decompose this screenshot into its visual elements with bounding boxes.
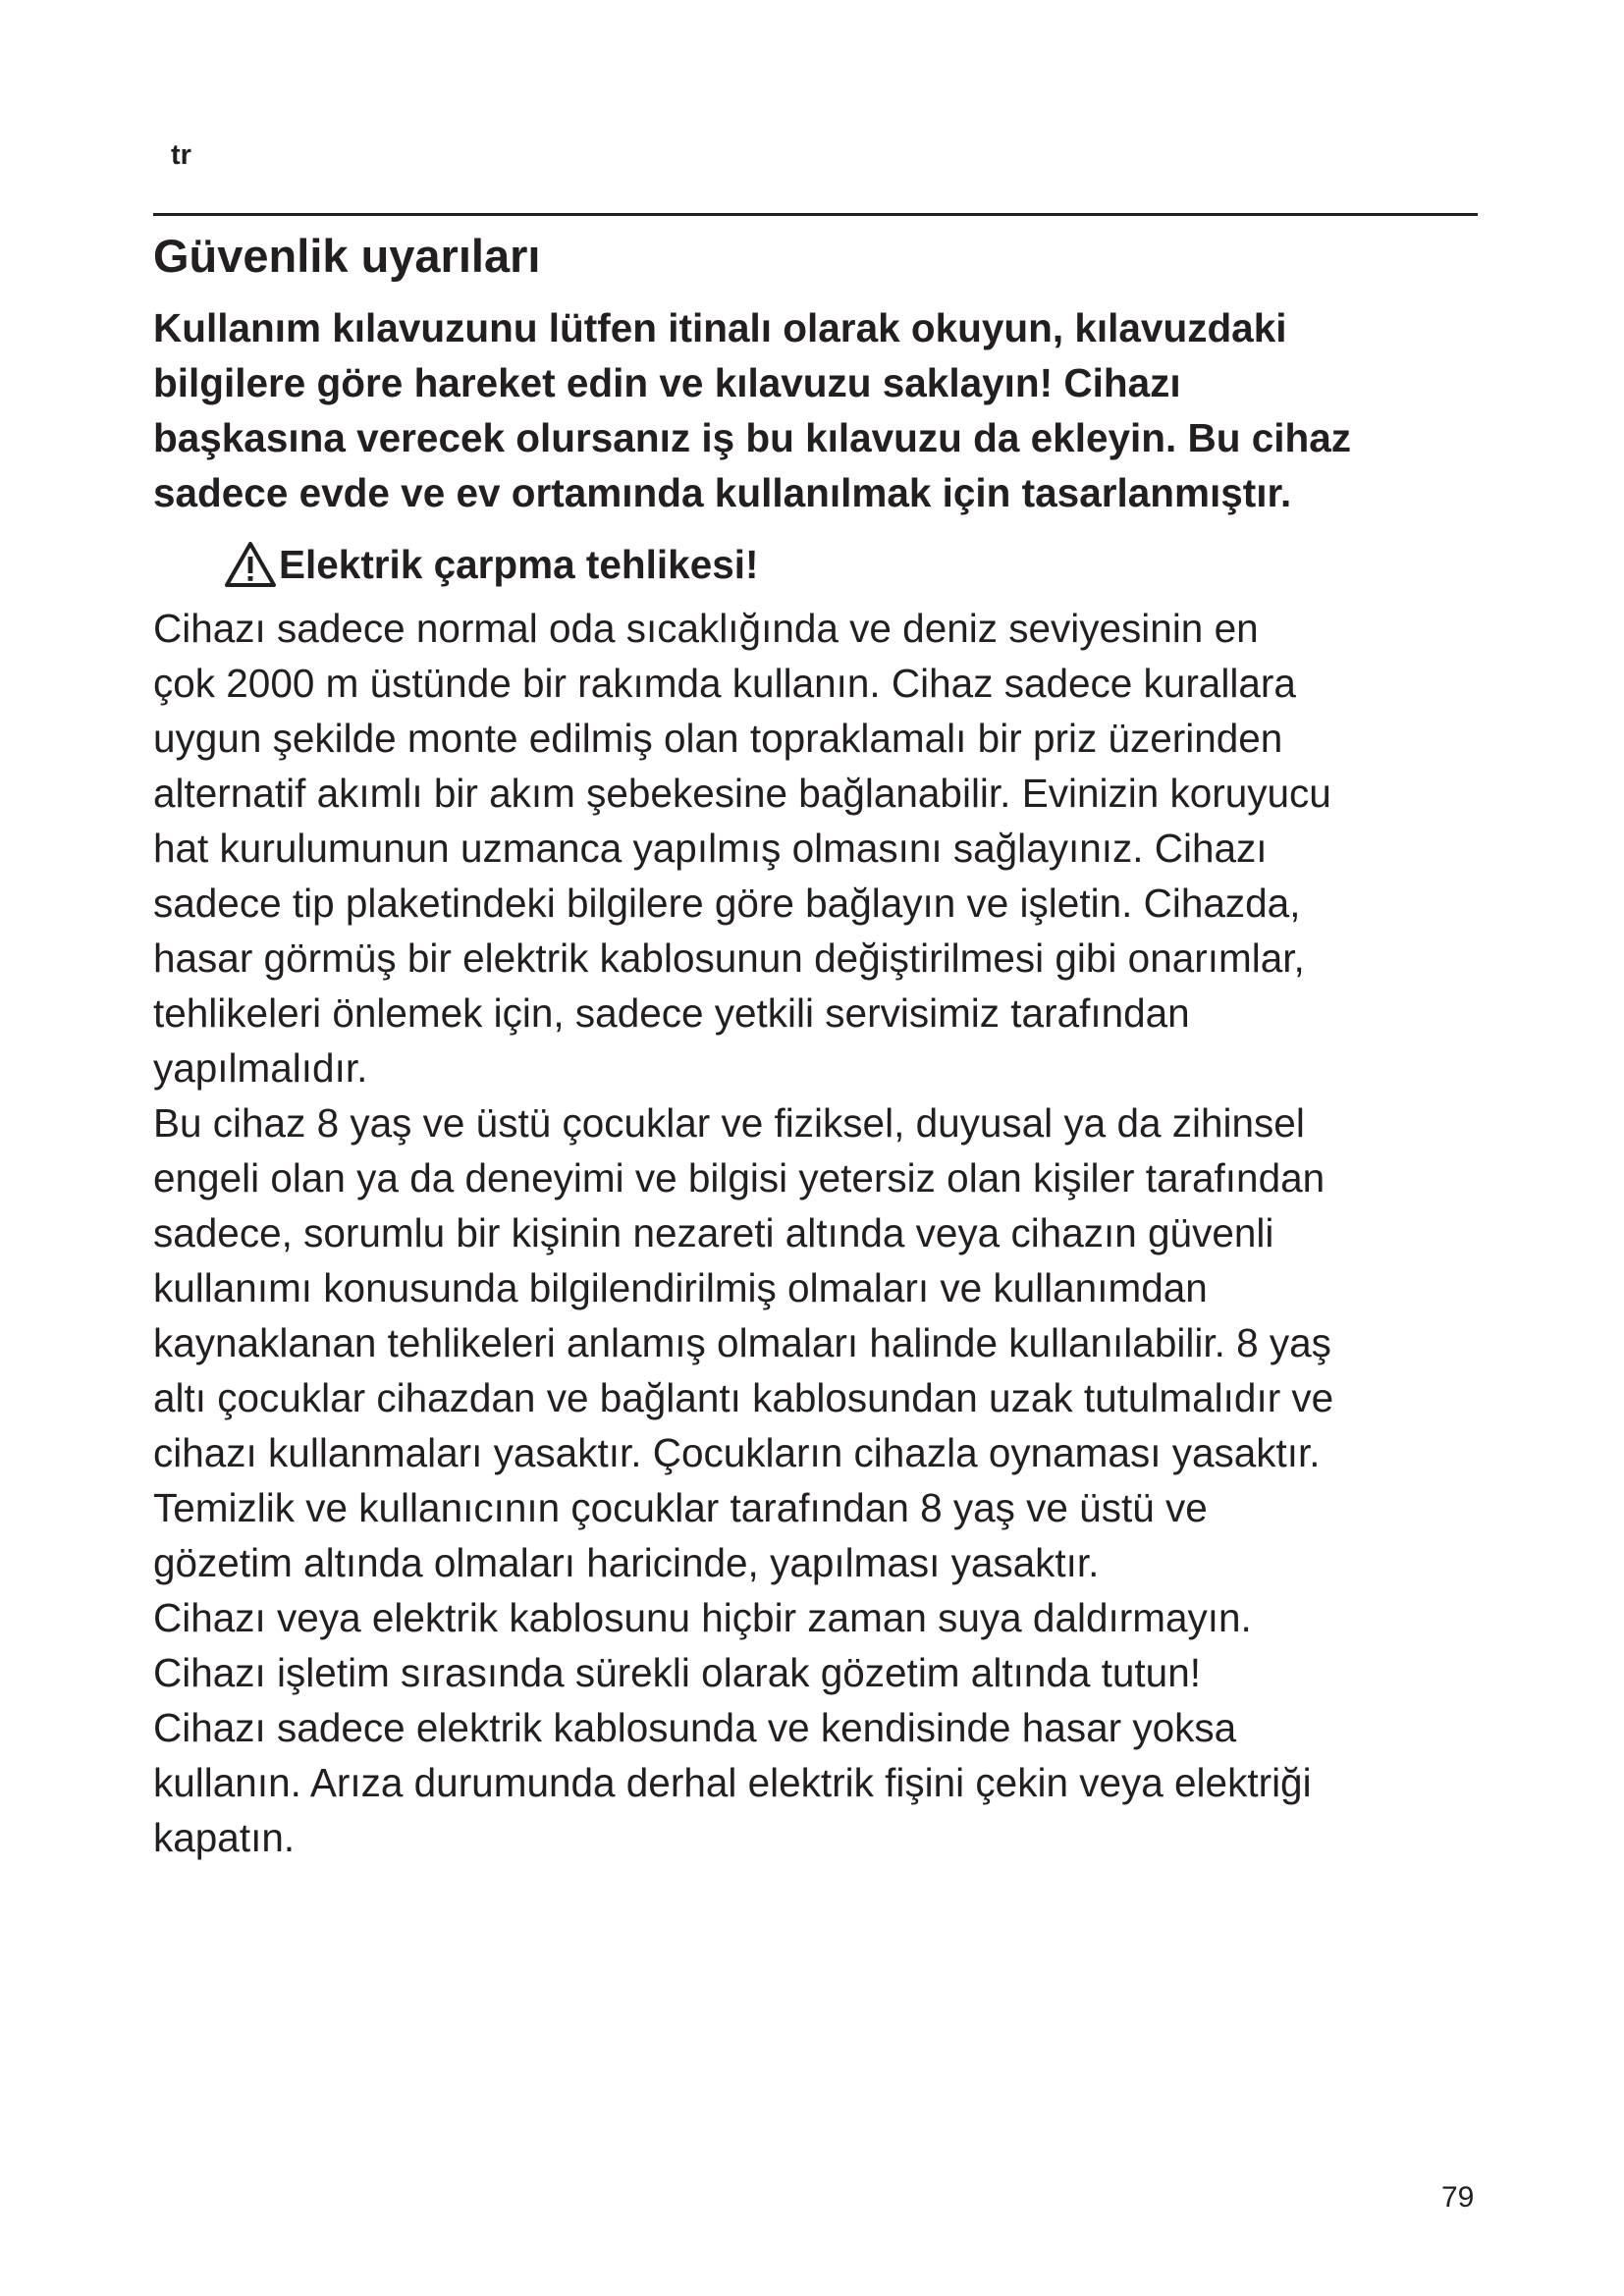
body-line: yapılmalıdır. <box>153 1045 368 1091</box>
body-line: altı çocuklar cihazdan ve bağlantı kablosundan uzak tutulmalıdır ve <box>153 1375 1334 1420</box>
body-line: sadece, sorumlu bir kişinin nezareti altında veya cihazın güvenli <box>153 1210 1274 1255</box>
intro-line: Kullanım kılavuzunu lütfen itinalı olarak okuyun, kılavuzdaki <box>153 305 1287 350</box>
body-line: kaynaklanan tehlikeleri anlamış olmaları halinde kullanılabilir. 8 yaş <box>153 1320 1331 1365</box>
body-line: kapatın. <box>153 1815 296 1860</box>
intro-line: sadece evde ve ev ortamında kullanılmak için tasarlanmıştır. <box>153 470 1292 515</box>
section-title: Güvenlik uyarıları <box>153 230 541 282</box>
body-line: Cihazı sadece normal oda sıcaklığında ve deniz seviyesinin en <box>153 606 1259 651</box>
warning-triangle-icon <box>224 541 279 588</box>
body-line: alternatif akımlı bir akım şebekesine bağlanabilir. Evinizin koruyucu <box>153 771 1331 816</box>
body-line: Cihazı sadece elektrik kablosunda ve kendisinde hasar yoksa <box>153 1705 1237 1750</box>
body-line: uygun şekilde monte edilmiş olan topraklamalı bir priz üzerinden <box>153 716 1283 761</box>
safety-body-text <box>153 601 1508 1865</box>
warning-heading <box>224 537 759 592</box>
warning-heading-text: Elektrik çarpma tehlikesi! <box>279 542 759 587</box>
page-number: 79 <box>1441 2181 1475 2214</box>
intro-line: başkasına verecek olursanız iş bu kılavuzu da ekleyin. Bu cihaz <box>153 415 1352 460</box>
body-line: kullanımı konusunda bilgilendirilmiş olmaları ve kullanımdan <box>153 1265 1208 1310</box>
intro-line: bilgilere göre hareket edin ve kılavuzu saklayın! Cihazı <box>153 360 1181 405</box>
body-line: gözetim altında olmaları haricinde, yapılması yasaktır. <box>153 1540 1100 1585</box>
header-divider <box>153 213 1478 216</box>
body-line: hat kurulumunun uzmanca yapılmış olmasını sağlayınız. Cihazı <box>153 826 1268 871</box>
body-line: Temizlik ve kullanıcının çocuklar tarafından 8 yaş ve üstü ve <box>153 1485 1208 1530</box>
body-line: Cihazı işletim sırasında sürekli olarak gözetim altında tutun! <box>153 1650 1201 1695</box>
body-line: kullanın. Arıza durumunda derhal elektrik fişini çekin veya elektriği <box>153 1760 1312 1805</box>
body-line: Cihazı veya elektrik kablosunu hiçbir zaman suya daldırmayın. <box>153 1595 1252 1640</box>
body-line: çok 2000 m üstünde bir rakımda kullanın. Cihaz sadece kurallara <box>153 661 1296 706</box>
language-code: tr <box>171 139 191 171</box>
body-line: cihazı kullanmaları yasaktır. Çocukların cihazla oynaması yasaktır. <box>153 1430 1321 1475</box>
body-line: engeli olan ya da deneyimi ve bilgisi yetersiz olan kişiler tarafından <box>153 1155 1326 1201</box>
body-line: hasar görmüş bir elektrik kablosunun değiştirilmesi gibi onarımlar, <box>153 935 1305 981</box>
body-line: sadece tip plaketindeki bilgilere göre bağlayın ve işletin. Cihazda, <box>153 881 1301 926</box>
body-line: tehlikeleri önlemek için, sadece yetkili servisimiz tarafından <box>153 990 1190 1036</box>
body-line: Bu cihaz 8 yaş ve üstü çocuklar ve fiziksel, duyusal ya da zihinsel <box>153 1100 1305 1146</box>
intro-paragraph <box>153 300 1489 520</box>
